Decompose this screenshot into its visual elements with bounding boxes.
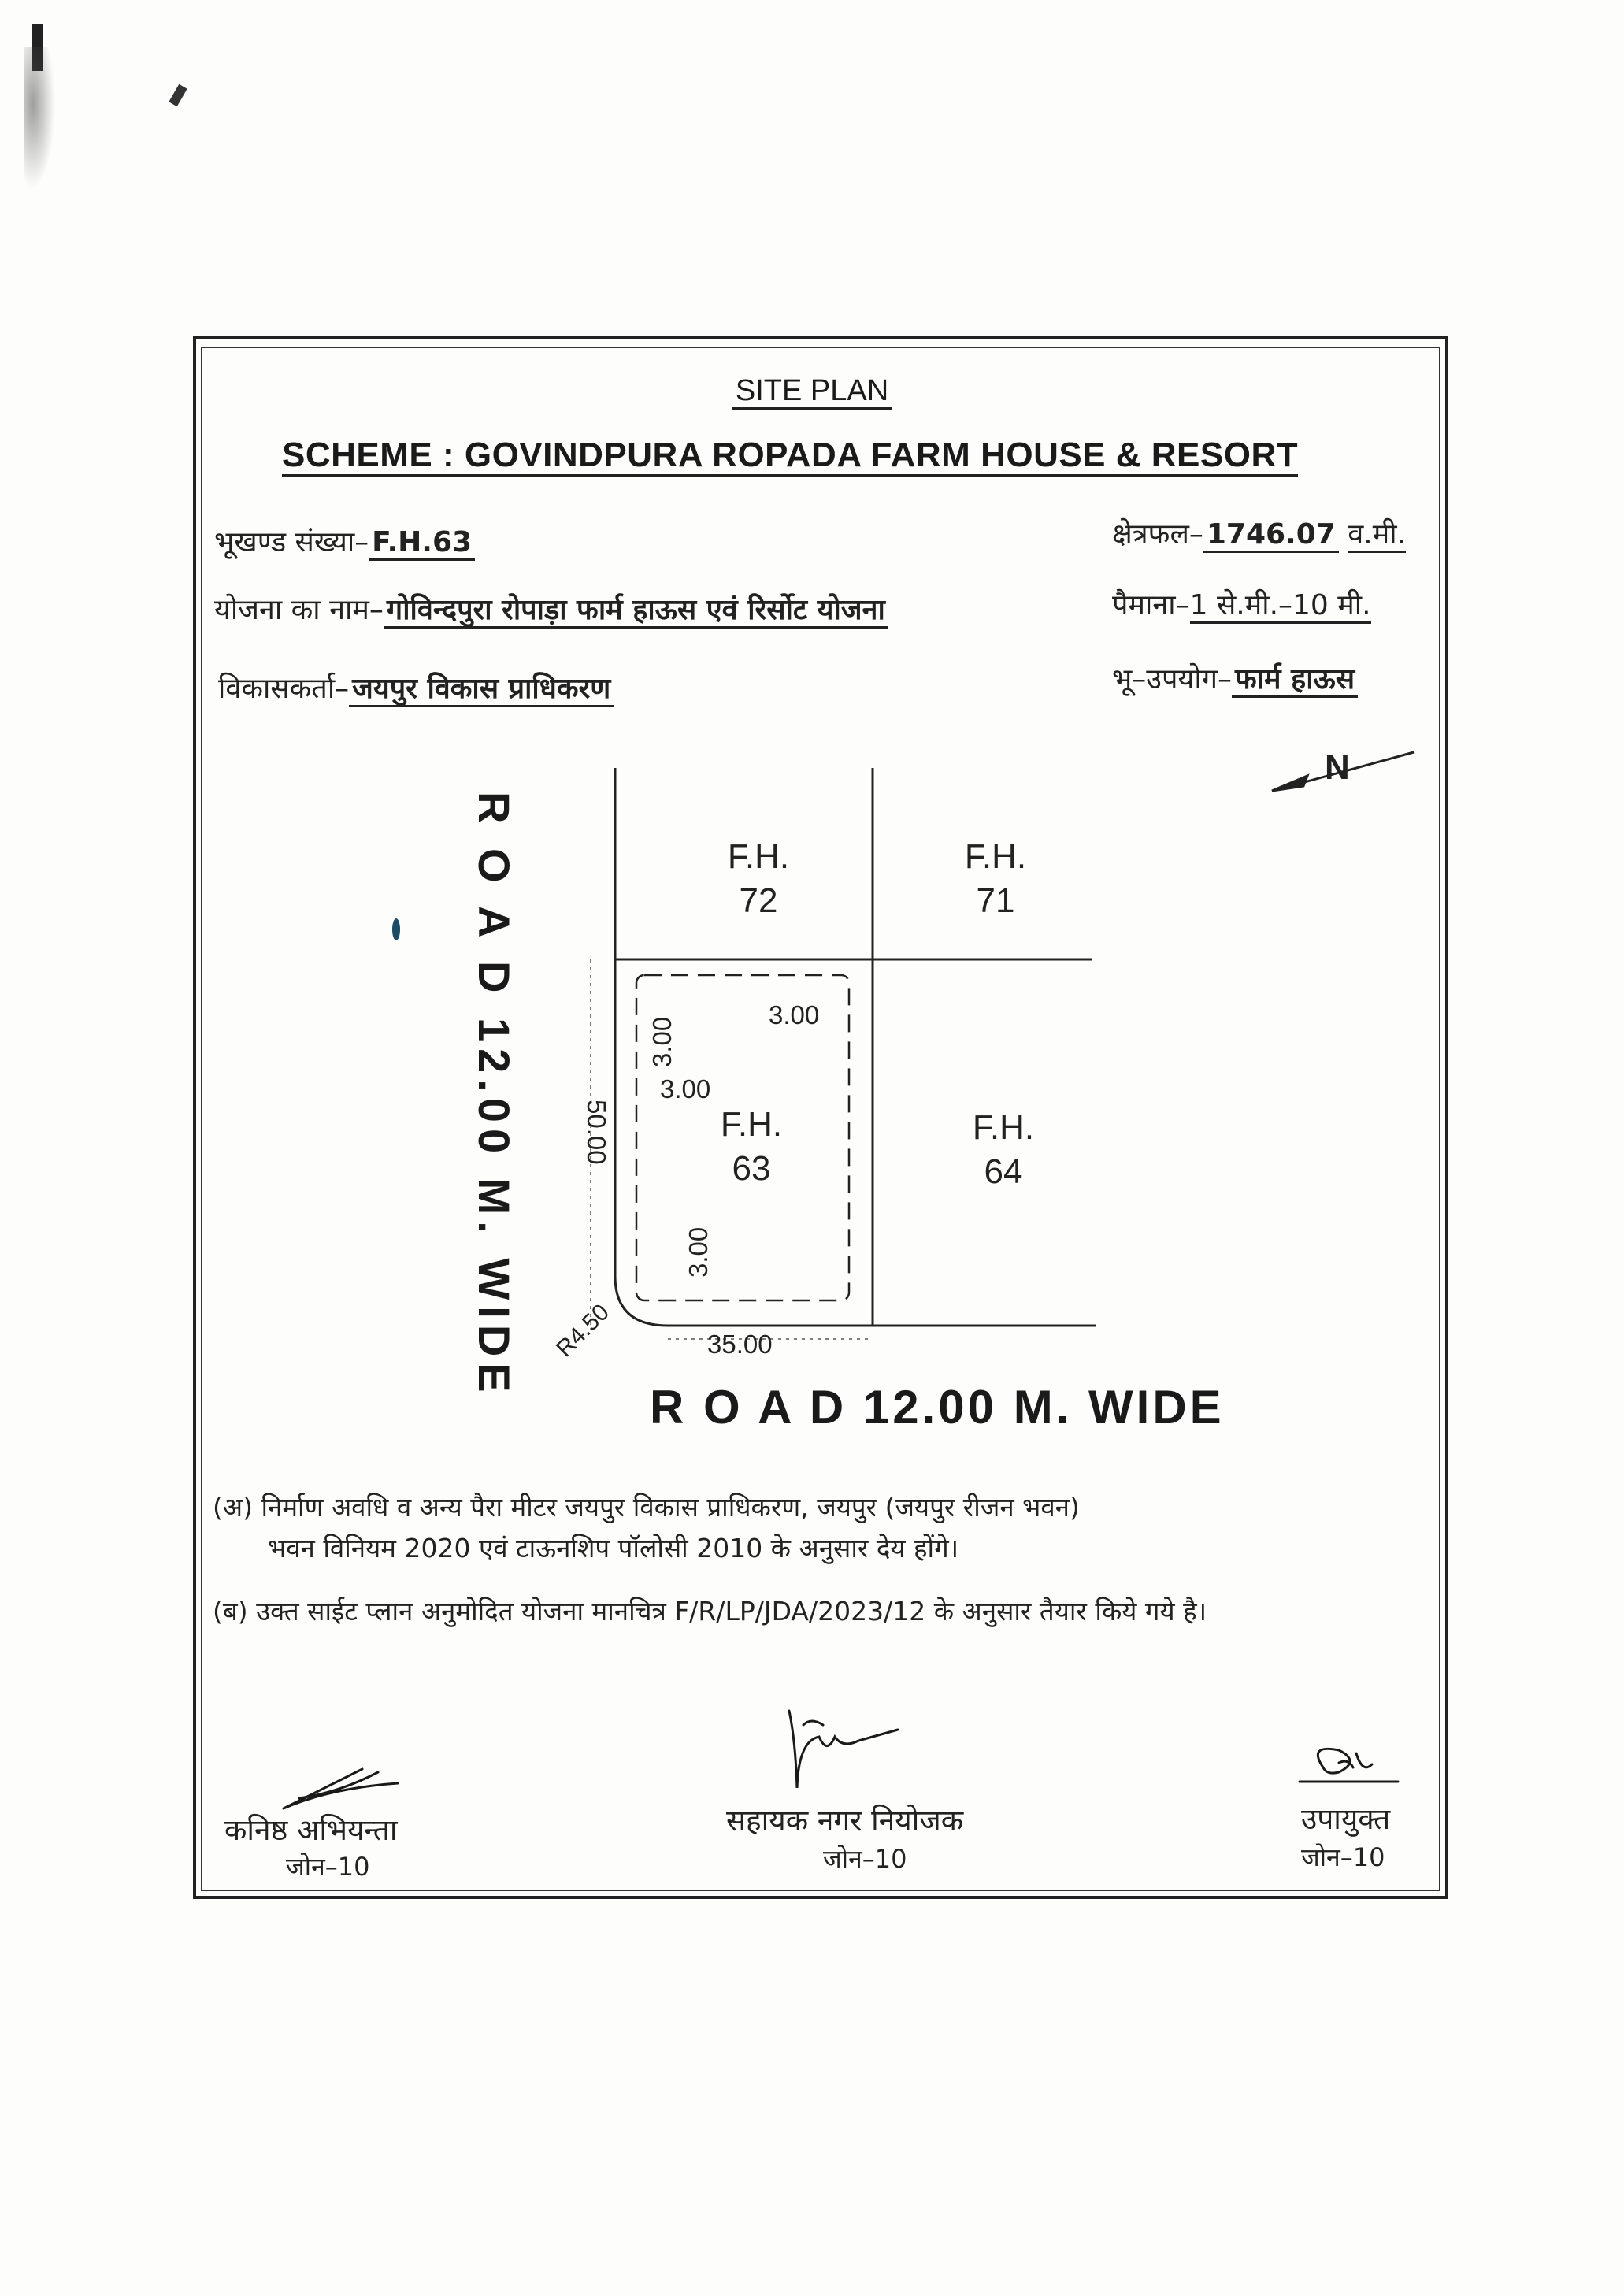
setback-left: 3.00 bbox=[660, 1074, 711, 1103]
signature-zone-assistant-planner: जोन–10 bbox=[823, 1844, 907, 1874]
area-field: क्षेत्रफल– 1746.07 व.मी. bbox=[1112, 514, 1406, 552]
scheme-name-field: योजना का नाम– गोविन्दपुरा रोपाड़ा फार्म हाऊस एवं रिर्सोट योजना bbox=[214, 589, 888, 628]
developer-value: जयपुर विकास प्राधिकरण bbox=[349, 673, 614, 707]
scheme-name-value: गोविन्दपुरा रोपाड़ा फार्म हाऊस एवं रिर्सोट योजना bbox=[384, 594, 888, 629]
note-a-line1: (अ) निर्माण अवधि व अन्य पैरा मीटर जयपुर विकास प्राधिकरण, जयपुर (जयपुर रीजन भवन) bbox=[213, 1492, 1080, 1523]
signature-title-assistant-planner: सहायक नगर नियोजक bbox=[726, 1804, 964, 1838]
plot-fh-63: F.H. 63 bbox=[720, 1105, 783, 1188]
setback-top: 3.00 bbox=[769, 1000, 820, 1029]
land-use-value: फार्म हाऊस bbox=[1232, 663, 1358, 698]
plot-number-value: F.H.63 bbox=[369, 526, 475, 561]
developer-field: विकासकर्ता– जयपुर विकास प्राधिकरण bbox=[218, 668, 614, 707]
plot-number-field: भूखण्ड संख्या– F.H.63 bbox=[214, 521, 475, 560]
scale-field: पैमाना–1 से.मी.–10 मी. bbox=[1112, 584, 1371, 623]
corner-radius: R4.50 bbox=[551, 1299, 614, 1363]
signature-assistant-planner bbox=[789, 1711, 898, 1788]
road-west-label: R O A D 12.00 M. WIDE bbox=[469, 792, 519, 1399]
road-south-label: R O A D 12.00 M. WIDE bbox=[650, 1381, 1225, 1434]
plot-fh-71: F.H. 71 bbox=[964, 837, 1027, 920]
signature-zone-junior-engineer: जोन–10 bbox=[286, 1852, 370, 1882]
note-b-line: (ब) उक्त साईट प्लान अनुमोदित योजना मानचित्र F/R/LP/JDA/2023/12 के अनुसार तैयार किये गये है। bbox=[213, 1596, 1207, 1626]
area-unit: व.मी. bbox=[1348, 518, 1406, 553]
signature-zone-deputy-commissioner: जोन–10 bbox=[1301, 1842, 1385, 1872]
signature-title-junior-engineer: कनिष्ठ अभियन्ता bbox=[224, 1813, 398, 1847]
land-use-field: भू–उपयोग– फार्म हाऊस bbox=[1112, 658, 1358, 697]
scheme-title: SCHEME : GOVINDPURA ROPADA FARM HOUSE & RESORT bbox=[282, 436, 1329, 475]
north-label: N bbox=[1325, 748, 1350, 787]
frontage-dimension: 35.00 bbox=[707, 1330, 773, 1359]
note-a-line2: भवन विनियम 2020 एवं टाऊनशिप पॉलोसी 2010 के अनुसार देय होंगे। bbox=[268, 1533, 959, 1563]
signature-title-deputy-commissioner: उपायुक्त bbox=[1301, 1802, 1391, 1836]
plot-fh-72: F.H. 72 bbox=[727, 837, 790, 920]
area-value: 1746.07 bbox=[1203, 518, 1339, 553]
signature-junior-engineer bbox=[284, 1769, 398, 1808]
setback-bottom: 3.00 bbox=[684, 1226, 713, 1278]
plot-fh-64: F.H. 64 bbox=[972, 1108, 1035, 1191]
site-plan-title: SITE PLAN bbox=[0, 374, 1624, 408]
setback-left-vertical: 3.00 bbox=[647, 1016, 677, 1067]
depth-dimension: 50.00 bbox=[582, 1100, 611, 1165]
scale-value: 1 से.मी.–10 मी. bbox=[1190, 589, 1371, 624]
signature-deputy-commissioner bbox=[1300, 1749, 1398, 1782]
